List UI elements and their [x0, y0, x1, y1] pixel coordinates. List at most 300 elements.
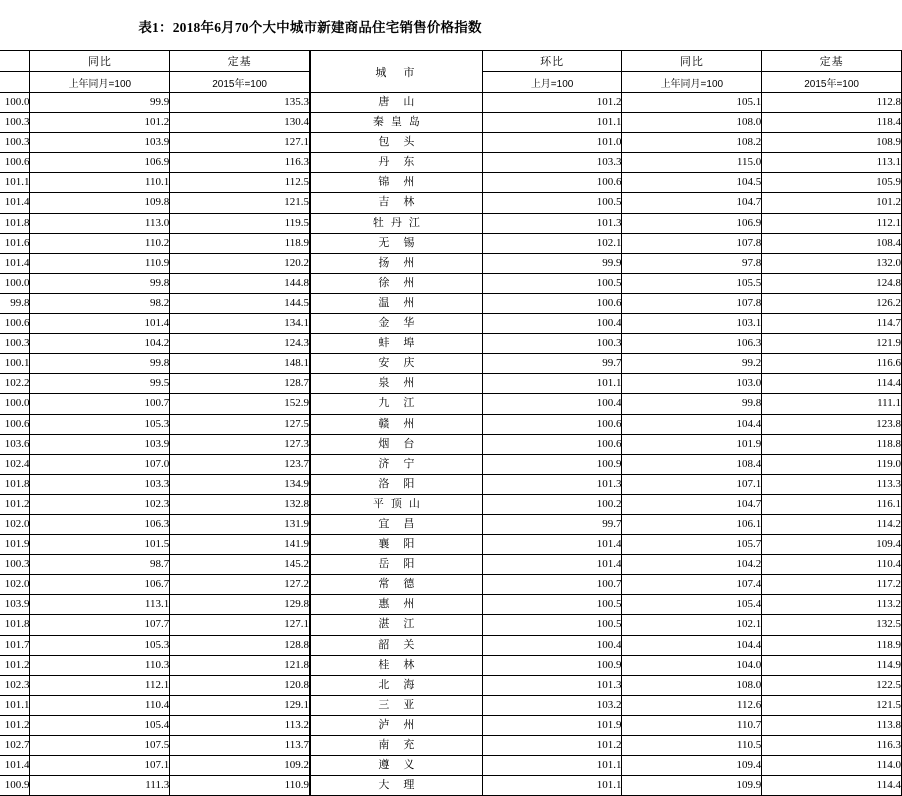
- city-name-cell: 丹东: [311, 153, 483, 173]
- table-row: [311, 575, 902, 595]
- mom-value-cell: 101.3: [482, 213, 622, 233]
- city-name-cell: 襄阳: [311, 535, 483, 555]
- yoy-value-cell: 106.9: [622, 213, 762, 233]
- base-value-cell: 105.9: [762, 173, 902, 193]
- yoy-value-cell: 107.8: [622, 293, 762, 313]
- table-row: [311, 434, 902, 454]
- yoy-value-cell: 108.0: [622, 675, 762, 695]
- table-row: [0, 776, 310, 796]
- mom-value-cell: 100.3: [482, 334, 622, 354]
- table-row: [311, 334, 902, 354]
- mom-value-cell: 100.3: [0, 334, 30, 354]
- base-value-cell: 127.3: [170, 434, 310, 454]
- yoy-value-cell: 113.1: [30, 595, 170, 615]
- mom-value-cell: 99.7: [482, 514, 622, 534]
- city-name-cell: 牡丹江: [311, 213, 483, 233]
- city-name-cell: 温州: [311, 293, 483, 313]
- mom-value-cell: 100.3: [0, 133, 30, 153]
- city-name-cell: 赣州: [311, 414, 483, 434]
- table-row: [0, 173, 310, 193]
- mom-value-cell: 100.5: [482, 273, 622, 293]
- base-value-cell: 121.8: [170, 655, 310, 675]
- yoy-value-cell: 105.4: [622, 595, 762, 615]
- table-body-left: [0, 93, 310, 796]
- table-row: [311, 535, 902, 555]
- mom-value-cell: 100.3: [0, 555, 30, 575]
- base-value-cell: 118.9: [762, 635, 902, 655]
- table-row: [311, 133, 902, 153]
- base-value-cell: 128.7: [170, 374, 310, 394]
- yoy-value-cell: 109.8: [30, 193, 170, 213]
- base-value-cell: 113.8: [762, 715, 902, 735]
- table-row: [311, 233, 902, 253]
- mom-value-cell: 99.9: [482, 253, 622, 273]
- table-row: [0, 314, 310, 334]
- yoy-value-cell: 103.0: [622, 374, 762, 394]
- mom-value-cell: 101.2: [0, 715, 30, 735]
- base-value-cell: 132.0: [762, 253, 902, 273]
- mom-value-cell: 100.5: [482, 615, 622, 635]
- yoy-value-cell: 101.9: [622, 434, 762, 454]
- table-row: [0, 555, 310, 575]
- base-value-cell: 113.1: [762, 153, 902, 173]
- base-value-cell: 118.9: [170, 233, 310, 253]
- page-title: 表1：2018年6月70个大中城市新建商品住宅销售价格指数: [138, 20, 482, 35]
- mom-value-cell: 102.0: [0, 514, 30, 534]
- yoy-value-cell: 103.9: [30, 434, 170, 454]
- yoy-value-cell: 110.2: [30, 233, 170, 253]
- table-row: [311, 293, 902, 313]
- mom-value-cell: 100.6: [482, 173, 622, 193]
- city-name-cell: 蚌埠: [311, 334, 483, 354]
- base-value-cell: 144.5: [170, 293, 310, 313]
- yoy-value-cell: 108.0: [622, 113, 762, 133]
- mom-value-cell: 101.2: [482, 736, 622, 756]
- base-value-cell: 101.2: [762, 193, 902, 213]
- mom-value-cell: 101.9: [482, 715, 622, 735]
- base-value-cell: 114.7: [762, 314, 902, 334]
- header-yoy-right: 同比: [622, 51, 762, 72]
- price-table-right: [310, 50, 902, 796]
- yoy-value-cell: 110.4: [30, 695, 170, 715]
- mom-value-cell: 101.2: [0, 655, 30, 675]
- mom-value-cell: 101.4: [482, 555, 622, 575]
- table-row: [0, 394, 310, 414]
- base-value-cell: 123.8: [762, 414, 902, 434]
- yoy-value-cell: 112.1: [30, 675, 170, 695]
- table-row: [311, 374, 902, 394]
- table-row: [0, 595, 310, 615]
- table-row: [0, 113, 310, 133]
- yoy-value-cell: 105.3: [30, 414, 170, 434]
- city-name-cell: 大理: [311, 776, 483, 796]
- table-row: [0, 575, 310, 595]
- mom-value-cell: 100.6: [0, 153, 30, 173]
- yoy-value-cell: 100.7: [30, 394, 170, 414]
- table-row: [311, 635, 902, 655]
- table-row: [0, 414, 310, 434]
- base-value-cell: 120.8: [170, 675, 310, 695]
- table-row: [311, 414, 902, 434]
- header-yoy-left: 同比: [30, 51, 170, 72]
- header-mom-sub-left: [0, 72, 30, 93]
- yoy-value-cell: 110.5: [622, 736, 762, 756]
- yoy-value-cell: 109.9: [622, 776, 762, 796]
- base-value-cell: 116.3: [170, 153, 310, 173]
- base-value-cell: 122.5: [762, 675, 902, 695]
- mom-value-cell: 100.9: [482, 454, 622, 474]
- yoy-value-cell: 105.4: [30, 715, 170, 735]
- yoy-value-cell: 102.3: [30, 494, 170, 514]
- yoy-value-cell: 105.7: [622, 535, 762, 555]
- mom-value-cell: 100.6: [482, 414, 622, 434]
- yoy-value-cell: 105.1: [622, 93, 762, 113]
- yoy-value-cell: 104.5: [622, 173, 762, 193]
- mom-value-cell: 100.0: [0, 93, 30, 113]
- yoy-value-cell: 106.9: [30, 153, 170, 173]
- mom-value-cell: 101.4: [0, 756, 30, 776]
- yoy-value-cell: 103.9: [30, 133, 170, 153]
- base-value-cell: 121.5: [762, 695, 902, 715]
- city-name-cell: 金华: [311, 314, 483, 334]
- mom-value-cell: 103.3: [482, 153, 622, 173]
- table-row: [311, 514, 902, 534]
- table-row: [311, 113, 902, 133]
- mom-value-cell: 102.3: [0, 675, 30, 695]
- header-yoy-sub-right: 上年同月=100: [622, 72, 762, 93]
- base-value-cell: 118.8: [762, 434, 902, 454]
- mom-value-cell: 100.9: [0, 776, 30, 796]
- city-name-cell: 洛阳: [311, 474, 483, 494]
- table-row: [0, 494, 310, 514]
- base-value-cell: 117.2: [762, 575, 902, 595]
- city-name-cell: 九江: [311, 394, 483, 414]
- city-name-cell: 包头: [311, 133, 483, 153]
- mom-value-cell: 100.2: [482, 494, 622, 514]
- mom-value-cell: 102.4: [0, 454, 30, 474]
- base-value-cell: 110.9: [170, 776, 310, 796]
- mom-value-cell: 102.7: [0, 736, 30, 756]
- mom-value-cell: 101.3: [482, 675, 622, 695]
- table-row: [311, 454, 902, 474]
- table-row: [0, 233, 310, 253]
- base-value-cell: 127.1: [170, 615, 310, 635]
- city-name-cell: 烟台: [311, 434, 483, 454]
- table-row: [0, 474, 310, 494]
- city-name-cell: 韶关: [311, 635, 483, 655]
- base-value-cell: 116.3: [762, 736, 902, 756]
- base-value-cell: 134.9: [170, 474, 310, 494]
- yoy-value-cell: 107.0: [30, 454, 170, 474]
- base-value-cell: 112.1: [762, 213, 902, 233]
- table-row: [0, 535, 310, 555]
- yoy-value-cell: 105.5: [622, 273, 762, 293]
- base-value-cell: 109.2: [170, 756, 310, 776]
- yoy-value-cell: 99.8: [30, 354, 170, 374]
- mom-value-cell: 101.9: [0, 535, 30, 555]
- mom-value-cell: 100.1: [0, 354, 30, 374]
- table-container: [4, 50, 901, 796]
- yoy-value-cell: 101.2: [30, 113, 170, 133]
- yoy-value-cell: 110.9: [30, 253, 170, 273]
- table-row: [311, 715, 902, 735]
- mom-value-cell: 101.2: [482, 93, 622, 113]
- city-name-cell: 湛江: [311, 615, 483, 635]
- table-row: [0, 334, 310, 354]
- mom-value-cell: 100.6: [0, 314, 30, 334]
- base-value-cell: 130.4: [170, 113, 310, 133]
- base-value-cell: 111.1: [762, 394, 902, 414]
- base-value-cell: 118.4: [762, 113, 902, 133]
- base-value-cell: 113.2: [762, 595, 902, 615]
- table-row: [311, 93, 902, 113]
- table-header-left: [0, 51, 310, 93]
- base-value-cell: 152.9: [170, 394, 310, 414]
- table-row: [311, 273, 902, 293]
- table-row: [0, 354, 310, 374]
- mom-value-cell: 101.0: [482, 133, 622, 153]
- yoy-value-cell: 110.7: [622, 715, 762, 735]
- mom-value-cell: 100.0: [0, 394, 30, 414]
- yoy-value-cell: 106.3: [30, 514, 170, 534]
- mom-value-cell: 101.8: [0, 474, 30, 494]
- base-value-cell: 148.1: [170, 354, 310, 374]
- mom-value-cell: 101.1: [482, 374, 622, 394]
- table-row: [311, 675, 902, 695]
- header-city-right: 城 市: [311, 51, 483, 93]
- base-value-cell: 112.5: [170, 173, 310, 193]
- table-row: [311, 695, 902, 715]
- mom-value-cell: 103.9: [0, 595, 30, 615]
- mom-value-cell: 101.2: [0, 494, 30, 514]
- city-name-cell: 北海: [311, 675, 483, 695]
- table-header-right: [311, 51, 902, 93]
- base-value-cell: 131.9: [170, 514, 310, 534]
- yoy-value-cell: 110.1: [30, 173, 170, 193]
- table-row: [311, 655, 902, 675]
- city-name-cell: 唐山: [311, 93, 483, 113]
- base-value-cell: 132.5: [762, 615, 902, 635]
- yoy-value-cell: 113.0: [30, 213, 170, 233]
- base-value-cell: 127.1: [170, 133, 310, 153]
- base-value-cell: 134.1: [170, 314, 310, 334]
- price-table-left: [0, 50, 310, 796]
- mom-value-cell: 101.1: [0, 173, 30, 193]
- base-value-cell: 129.1: [170, 695, 310, 715]
- city-name-cell: 岳阳: [311, 555, 483, 575]
- mom-value-cell: 100.4: [482, 394, 622, 414]
- table-body-right: [311, 93, 902, 796]
- table-row: [0, 213, 310, 233]
- table-row: [311, 736, 902, 756]
- mom-value-cell: 101.8: [0, 615, 30, 635]
- base-value-cell: 121.9: [762, 334, 902, 354]
- table-row: [0, 153, 310, 173]
- yoy-value-cell: 107.1: [30, 756, 170, 776]
- mom-value-cell: 100.6: [0, 414, 30, 434]
- city-name-cell: 吉林: [311, 193, 483, 213]
- yoy-value-cell: 104.0: [622, 655, 762, 675]
- yoy-value-cell: 107.1: [622, 474, 762, 494]
- yoy-value-cell: 110.3: [30, 655, 170, 675]
- base-value-cell: 114.0: [762, 756, 902, 776]
- table-row: [311, 595, 902, 615]
- mom-value-cell: 100.4: [482, 635, 622, 655]
- yoy-value-cell: 108.2: [622, 133, 762, 153]
- yoy-value-cell: 98.7: [30, 555, 170, 575]
- base-value-cell: 127.5: [170, 414, 310, 434]
- mom-value-cell: 101.1: [482, 113, 622, 133]
- yoy-value-cell: 98.2: [30, 293, 170, 313]
- header-base-left: 定基: [170, 51, 310, 72]
- city-name-cell: 徐州: [311, 273, 483, 293]
- city-name-cell: 桂林: [311, 655, 483, 675]
- yoy-value-cell: 106.1: [622, 514, 762, 534]
- mom-value-cell: 100.7: [482, 575, 622, 595]
- mom-value-cell: 100.4: [482, 314, 622, 334]
- base-value-cell: 113.7: [170, 736, 310, 756]
- table-row: [311, 474, 902, 494]
- mom-value-cell: 99.7: [482, 354, 622, 374]
- table-row: [311, 555, 902, 575]
- table-row: [0, 133, 310, 153]
- mom-value-cell: 100.6: [482, 293, 622, 313]
- mom-value-cell: 101.4: [0, 253, 30, 273]
- base-value-cell: 113.3: [762, 474, 902, 494]
- yoy-value-cell: 99.9: [30, 93, 170, 113]
- yoy-value-cell: 99.2: [622, 354, 762, 374]
- city-name-cell: 安庆: [311, 354, 483, 374]
- yoy-value-cell: 97.8: [622, 253, 762, 273]
- yoy-value-cell: 104.4: [622, 414, 762, 434]
- base-value-cell: 123.7: [170, 454, 310, 474]
- table-row: [0, 193, 310, 213]
- city-name-cell: 泸州: [311, 715, 483, 735]
- table-row: [311, 213, 902, 233]
- mom-value-cell: 101.7: [0, 635, 30, 655]
- base-value-cell: 114.4: [762, 374, 902, 394]
- base-value-cell: 120.2: [170, 253, 310, 273]
- table-row: [311, 173, 902, 193]
- mom-value-cell: 100.5: [482, 595, 622, 615]
- table-row: [0, 434, 310, 454]
- city-name-cell: 锦州: [311, 173, 483, 193]
- city-name-cell: 遵义: [311, 756, 483, 776]
- base-value-cell: 113.2: [170, 715, 310, 735]
- table-row: [311, 756, 902, 776]
- mom-value-cell: 100.3: [0, 113, 30, 133]
- base-value-cell: 144.8: [170, 273, 310, 293]
- mom-value-cell: 101.4: [482, 535, 622, 555]
- base-value-cell: 145.2: [170, 555, 310, 575]
- base-value-cell: 121.5: [170, 193, 310, 213]
- city-name-cell: 南充: [311, 736, 483, 756]
- yoy-value-cell: 104.7: [622, 193, 762, 213]
- base-value-cell: 114.4: [762, 776, 902, 796]
- base-value-cell: 135.3: [170, 93, 310, 113]
- base-value-cell: 119.0: [762, 454, 902, 474]
- table-row: [311, 314, 902, 334]
- mom-value-cell: 103.2: [482, 695, 622, 715]
- header-base-sub-left: 2015年=100: [170, 72, 310, 93]
- city-name-cell: 扬州: [311, 253, 483, 273]
- table-row: [0, 635, 310, 655]
- mom-value-cell: 101.4: [0, 193, 30, 213]
- yoy-value-cell: 108.4: [622, 454, 762, 474]
- base-value-cell: 108.9: [762, 133, 902, 153]
- base-value-cell: 124.3: [170, 334, 310, 354]
- mom-value-cell: 102.0: [0, 575, 30, 595]
- header-mom-sub-right: 上月=100: [482, 72, 622, 93]
- yoy-value-cell: 111.3: [30, 776, 170, 796]
- header-base-right: 定基: [762, 51, 902, 72]
- yoy-value-cell: 103.1: [622, 314, 762, 334]
- table-row: [0, 374, 310, 394]
- yoy-value-cell: 101.5: [30, 535, 170, 555]
- yoy-value-cell: 115.0: [622, 153, 762, 173]
- yoy-value-cell: 109.4: [622, 756, 762, 776]
- table-row: [0, 454, 310, 474]
- table-row: [311, 193, 902, 213]
- table-row: [0, 615, 310, 635]
- mom-value-cell: 100.0: [0, 273, 30, 293]
- yoy-value-cell: 107.5: [30, 736, 170, 756]
- mom-value-cell: 101.1: [482, 776, 622, 796]
- base-value-cell: 129.8: [170, 595, 310, 615]
- table-row: [0, 253, 310, 273]
- mom-value-cell: 101.1: [482, 756, 622, 776]
- base-value-cell: 116.1: [762, 494, 902, 514]
- table-row: [0, 273, 310, 293]
- yoy-value-cell: 112.6: [622, 695, 762, 715]
- base-value-cell: 127.2: [170, 575, 310, 595]
- city-name-cell: 惠州: [311, 595, 483, 615]
- yoy-value-cell: 101.4: [30, 314, 170, 334]
- mom-value-cell: 101.6: [0, 233, 30, 253]
- header-yoy-sub-left: 上年同月=100: [30, 72, 170, 93]
- header-base-sub-right: 2015年=100: [762, 72, 902, 93]
- mom-value-cell: 102.2: [0, 374, 30, 394]
- table-row: [0, 93, 310, 113]
- yoy-value-cell: 105.3: [30, 635, 170, 655]
- base-value-cell: 108.4: [762, 233, 902, 253]
- city-name-cell: 平顶山: [311, 494, 483, 514]
- table-row: [311, 394, 902, 414]
- city-name-cell: 常德: [311, 575, 483, 595]
- yoy-value-cell: 106.3: [622, 334, 762, 354]
- yoy-value-cell: 107.4: [622, 575, 762, 595]
- yoy-value-cell: 106.7: [30, 575, 170, 595]
- base-value-cell: 119.5: [170, 213, 310, 233]
- yoy-value-cell: 104.2: [30, 334, 170, 354]
- header-mom-right: 环比: [482, 51, 622, 72]
- yoy-value-cell: 104.7: [622, 494, 762, 514]
- yoy-value-cell: 99.8: [30, 273, 170, 293]
- mom-value-cell: 100.5: [482, 193, 622, 213]
- mom-value-cell: 100.6: [482, 434, 622, 454]
- yoy-value-cell: 103.3: [30, 474, 170, 494]
- city-name-cell: 三亚: [311, 695, 483, 715]
- base-value-cell: 126.2: [762, 293, 902, 313]
- base-value-cell: 114.9: [762, 655, 902, 675]
- yoy-value-cell: 107.7: [30, 615, 170, 635]
- table-row: [311, 153, 902, 173]
- mom-value-cell: 103.6: [0, 434, 30, 454]
- table-row: [0, 675, 310, 695]
- base-value-cell: 110.4: [762, 555, 902, 575]
- mom-value-cell: 101.3: [482, 474, 622, 494]
- yoy-value-cell: 107.8: [622, 233, 762, 253]
